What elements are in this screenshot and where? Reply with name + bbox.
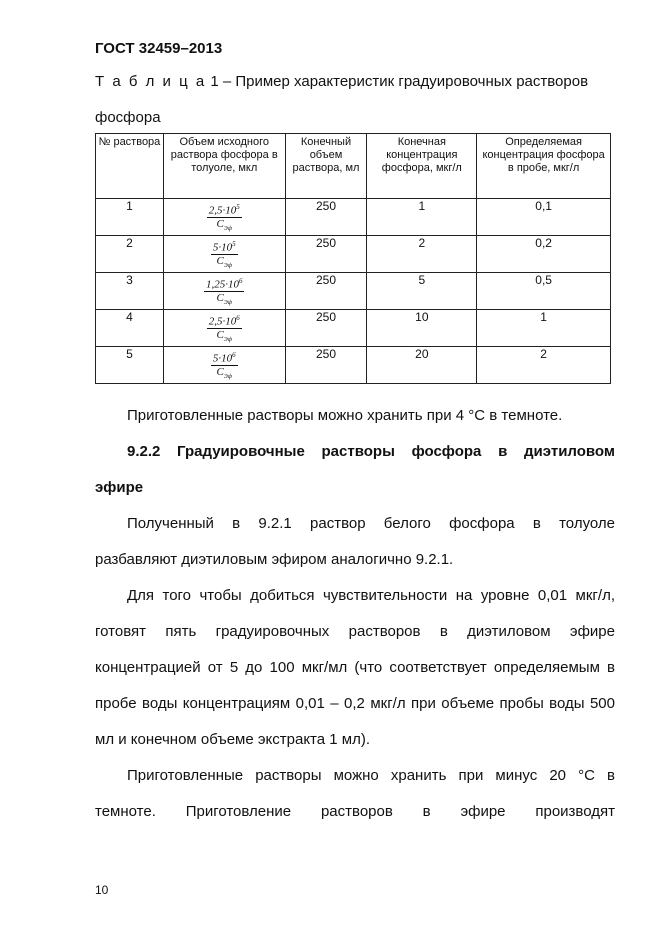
cell-determined-concentration: 0,5 [477, 273, 611, 310]
fraction-denominator [207, 329, 242, 346]
page-number: 10 [95, 883, 109, 897]
fraction-numerator [211, 349, 238, 366]
fraction-numerator [211, 238, 238, 255]
denominator-symbol: C [216, 291, 224, 304]
column-header-initial-volume: Объем исходного раствора фосфора в толуоле, мкл [163, 134, 285, 199]
table-header-row [96, 134, 611, 199]
numerator-exponent: 6 [236, 314, 240, 322]
cell-initial-volume-formula [163, 273, 285, 310]
table-row [96, 310, 611, 347]
fraction-denominator [211, 366, 238, 383]
column-header-determined-concentration: Определяемая концентрация фосфора в пробе, мкг/л [477, 134, 611, 199]
fraction-numerator [207, 312, 242, 329]
cell-initial-volume-formula [163, 236, 285, 273]
standard-code-header: ГОСТ 32459–2013 [95, 40, 223, 57]
fraction-numerator [204, 275, 245, 292]
cell-final-concentration: 20 [367, 347, 477, 384]
fraction-denominator [207, 218, 242, 235]
numerator-coefficient: 2,5·10 [208, 315, 237, 328]
numerator-exponent: 6 [238, 277, 243, 285]
cell-final-volume: 250 [285, 199, 367, 236]
paragraph-sensitivity: Для того чтобы добиться чувствительности на уровне 0,01 мкг/л, готовят пять градуировочных растворов в диэтиловом эфире концентрацией от 5 до 100 мкг/мл (что соответствует определяемым в пробе воды концентрациям 0,01 – 0,2 мкг/л при объеме пробы воды 500 мл и конечном объеме экстракта 1 мл). [95, 587, 615, 748]
cell-determined-concentration: 0,2 [477, 236, 611, 273]
table-row [96, 199, 611, 236]
denominator-symbol: C [216, 217, 224, 230]
cell-solution-number: 3 [96, 273, 164, 310]
denominator-symbol: C [216, 328, 224, 341]
cell-final-volume: 250 [285, 273, 367, 310]
column-header-final-concentration: Конечная концентрация фосфора, мкг/л [367, 134, 477, 199]
storage-note-paragraph: Приготовленные растворы можно хранить при 4 °С в темноте. [127, 407, 563, 424]
numerator-coefficient: 5·10 [212, 241, 233, 254]
fraction-denominator [204, 292, 245, 309]
paragraph-dilution-line2: разбавляют диэтиловым эфиром аналогично 9.2.1. [95, 551, 454, 568]
cell-solution-number: 1 [96, 199, 164, 236]
cell-solution-number: 4 [96, 310, 164, 347]
column-header-final-volume: Конечный объем раствора, мл [285, 134, 367, 199]
fraction-numerator [207, 201, 242, 218]
numerator-coefficient: 5·10 [212, 352, 233, 365]
numerator-exponent: 6 [232, 351, 236, 359]
numerator-exponent: 5 [236, 203, 240, 211]
table-row [96, 236, 611, 273]
fraction-formula [211, 349, 238, 383]
cell-final-volume: 250 [285, 310, 367, 347]
numerator-coefficient: 1,25·10 [205, 278, 239, 291]
cell-determined-concentration: 1 [477, 310, 611, 347]
fraction-formula [207, 201, 242, 235]
table-caption [95, 64, 615, 136]
paragraph-dilution-line1: Полученный в 9.2.1 раствор белого фосфора в толуоле [127, 515, 615, 532]
column-header-solution-number: № раствора [96, 134, 164, 199]
cell-initial-volume-formula [163, 347, 285, 384]
denominator-subscript: Эф [223, 225, 232, 232]
calibration-solutions-table [95, 133, 611, 384]
cell-determined-concentration: 0,1 [477, 199, 611, 236]
cell-solution-number: 2 [96, 236, 164, 273]
fraction-formula [211, 238, 238, 272]
cell-final-concentration: 2 [367, 236, 477, 273]
cell-initial-volume-formula [163, 199, 285, 236]
fraction-formula [204, 275, 245, 309]
denominator-symbol: C [216, 365, 224, 378]
table-row [96, 273, 611, 310]
cell-final-concentration: 1 [367, 199, 477, 236]
cell-final-concentration: 10 [367, 310, 477, 347]
cell-determined-concentration: 2 [477, 347, 611, 384]
section-heading-9-2-2: 9.2.2 Градуировочные растворы фосфора в диэтиловом [127, 443, 615, 460]
table-row [96, 347, 611, 384]
numerator-coefficient: 2,5·10 [208, 204, 237, 217]
table-caption-text-continued: фосфора [95, 109, 161, 126]
denominator-subscript: Эф [223, 299, 232, 306]
fraction-formula [207, 312, 242, 346]
cell-final-concentration: 5 [367, 273, 477, 310]
cell-initial-volume-formula [163, 310, 285, 347]
table-caption-prefix: Т а б л и ц а [95, 73, 207, 90]
cell-solution-number: 5 [96, 347, 164, 384]
denominator-symbol: C [216, 254, 224, 267]
fraction-denominator [211, 255, 238, 272]
denominator-subscript: Эф [223, 262, 232, 269]
denominator-subscript: Эф [223, 373, 232, 380]
paragraph-storage-line1: Приготовленные растворы можно хранить при минус 20 °С в [127, 767, 615, 784]
cell-final-volume: 250 [285, 236, 367, 273]
cell-final-volume: 250 [285, 347, 367, 384]
table-caption-number: 1 [210, 73, 219, 90]
section-heading-9-2-2-continued: эфире [95, 479, 144, 496]
numerator-exponent: 5 [232, 240, 236, 248]
table-caption-text: – Пример характеристик градуировочных растворов [218, 73, 589, 90]
paragraph-storage-line2: темноте. Приготовление растворов в эфире производят [95, 803, 615, 820]
denominator-subscript: Эф [223, 336, 232, 343]
